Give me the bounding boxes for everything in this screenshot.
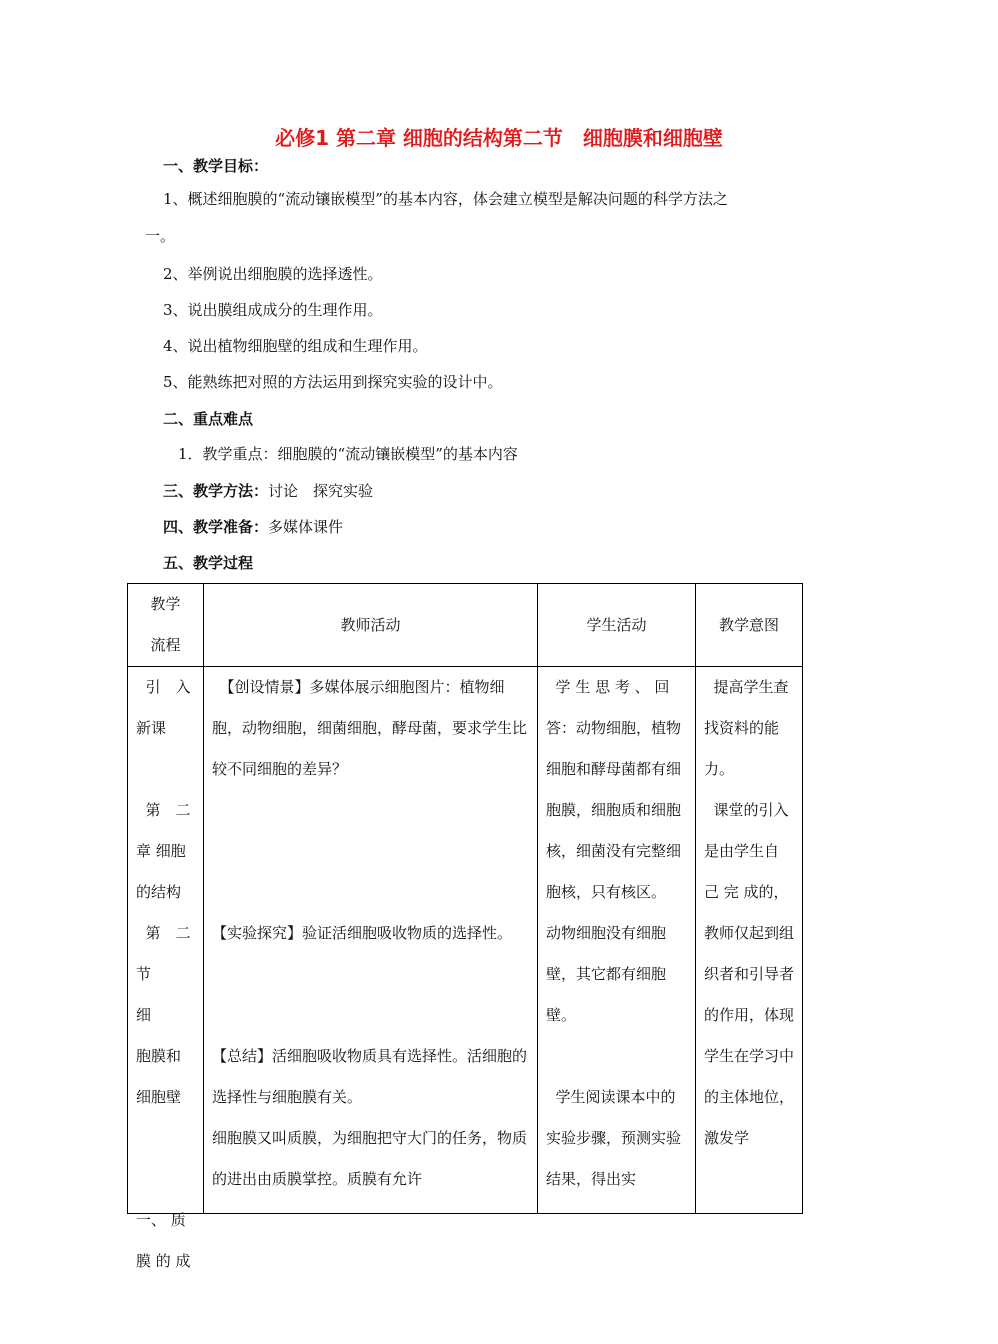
prep-value: 多媒体课件	[268, 518, 344, 536]
goal-1: 1、概述细胞膜的“流动镶嵌模型”的基本内容，体会建立模型是解决问题的科学方法之	[163, 190, 728, 208]
header-flow: 教学 流程	[128, 584, 204, 667]
key-heading: 二、重点难点	[163, 410, 254, 428]
method-line	[163, 480, 373, 501]
key-point: 1．教学重点：细胞膜的“流动镶嵌模型”的基本内容	[178, 445, 518, 463]
prep-line	[163, 516, 343, 537]
prep-label: 四、教学准备：	[163, 518, 269, 536]
table-header-row	[128, 584, 803, 667]
table-row	[128, 667, 803, 1214]
cell-teacher: 【创设情景】多媒体展示细胞图片：植物细胞，动物细胞，细菌细胞，酵母菌，要求学生比较不同细胞的差异？ 【实验探究】验证活细胞吸收物质的选择性。 【总结】活细胞吸收物质具有选择性。活细胞的选择性与细胞膜有关。 细胞膜又叫质膜，为细胞把守大门的任务，物质的进出由质膜掌控。质膜有允许	[204, 667, 538, 1214]
method-value: 讨论 探究实验	[268, 482, 374, 500]
process-table	[127, 583, 803, 1270]
header-student: 学生活动	[538, 584, 696, 667]
method-label: 三、教学方法：	[163, 482, 269, 500]
header-intent: 教学意图	[696, 584, 803, 667]
cell-flow: 引 入 新课 第 二 章 细胞 的结构 第 二 节 细 胞膜和 细胞壁 一、 质 膜 的 成	[128, 667, 204, 1214]
cell-student: 学 生 思 考 、 回答：动物细胞，植物细胞和酵母菌都有细胞膜，细胞质和细胞核，细菌没有完整细胞核，只有核区。 动物细胞没有细胞壁，其它都有细胞壁。 学生阅读课本中的实验步骤，预测实验结果，得出实	[538, 667, 696, 1214]
goal-4: 4、说出植物细胞壁的组成和生理作用。	[163, 337, 428, 355]
cell-intent: 提高学生查找资料的能力。 课堂的引入是由学生自 己 完 成的，教师仅起到组织者和引导者的作用，体现学生在学习中的主体地位，激发学	[696, 667, 803, 1214]
goals-heading: 一、教学目标：	[163, 157, 269, 175]
document-title: 必修1 第二章 细胞的结构第二节 细胞膜和细胞壁	[275, 126, 723, 150]
goal-2: 2、举例说出细胞膜的选择透性。	[163, 265, 383, 283]
goal-1-cont: 一。	[145, 227, 176, 245]
process-heading: 五、教学过程	[163, 554, 254, 572]
goal-3: 3、说出膜组成成分的生理作用。	[163, 301, 383, 319]
header-teacher: 教师活动	[204, 584, 538, 667]
goal-5: 5、能熟练把对照的方法运用到探究实验的设计中。	[163, 373, 503, 391]
